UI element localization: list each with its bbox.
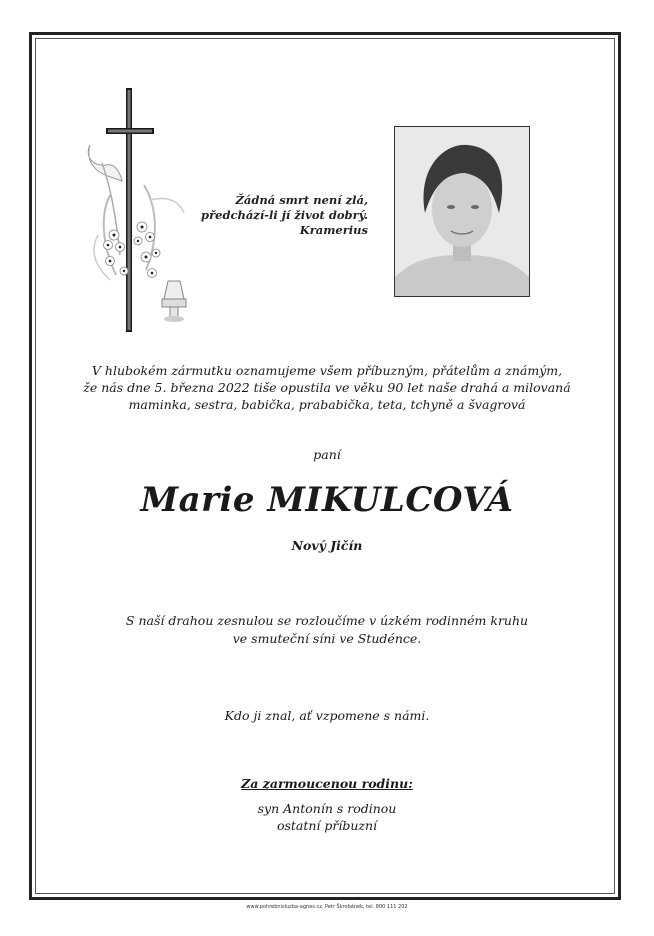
family-list [0,800,654,834]
family-member: syn Antonín s rodinou [257,801,397,816]
farewell-line: ve smuteční síni ve Studénce. [232,631,422,646]
motto-quote [196,193,368,238]
farewell-notice [0,612,654,648]
remember-line: Kdo ji znal, ať vzpomene s námi. [224,708,430,723]
portrait-icon [395,127,529,296]
announcement [0,362,654,413]
deceased-name: Marie MIKULCOVÁ [140,480,514,520]
deceased-city: Nový Jičín [291,538,363,553]
family-member: ostatní příbuzní [276,818,378,833]
farewell-line: S naší drahou zesnulou se rozloučíme v úzkém rodinném kruhu [125,613,529,628]
salutation: paní [313,447,341,462]
footer-contact: www.pohrebnisluzba-agnes.cz, Petr Škrobánek, tel. 800 111 202 [246,904,408,910]
motto-line: předchází-li jí život dobrý. [201,208,368,222]
cross-with-flowers-icon [80,85,200,335]
portrait-photo [394,126,530,297]
announcement-line: maminka, sestra, babička, prababička, teta, tchyně a švagrová [128,397,526,412]
announcement-line: V hlubokém zármutku oznamujeme všem příbuzným, přátelům a známým, [91,363,563,378]
announcement-line: že nás dne 5. března 2022 tiše opustila ve věku 90 let naše drahá a milovaná [83,380,571,395]
motto-author: Kramerius [299,223,368,237]
family-title: Za zarmoucenou rodinu: [241,776,413,791]
motto-line: Žádná smrt není zlá, [235,193,368,207]
